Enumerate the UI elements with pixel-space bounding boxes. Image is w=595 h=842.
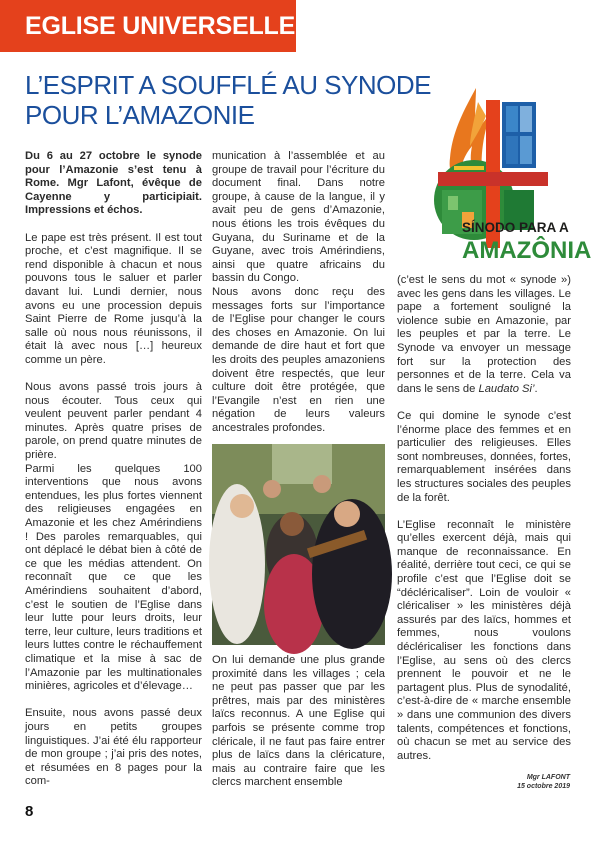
article-column-1 bbox=[25, 150, 202, 803]
article-paragraph: Nous avons donc reçu des messages forts sur l’importance de l’Eglise pour changer le cours des choses en Amazonie. On lui demande de dire haut et fort que les droits des peuples amazoniens doivent être respectés, que leur culture doit être protégée, que l’Evangile n’est en rien une négation de leurs valeurs ancestrales profondes. bbox=[212, 285, 385, 434]
author-signature bbox=[517, 773, 570, 791]
article-lead: Du 6 au 27 octobre le synode pour l’Amazonie s’est tenu à Rome. Mgr Lafont, évêque de Cayenne y participiait. Impressions et échos. bbox=[25, 150, 202, 217]
logo-text-line2: AMAZÔNIA bbox=[462, 237, 592, 264]
article-paragraph: munication à l’assemblée et au groupe de travail pour l’écriture du document final. Dans notre groupe, à cause de la langue, il y avait peu de gens d’Amazonie, nous étions les trois évêques du Guyana, du Suriname et de la Guyane, avec trois Amérindiens, ainsi que quatre africains du bassin du Congo. bbox=[212, 150, 385, 285]
article-column-2 bbox=[212, 150, 385, 449]
article-paragraph: Ensuite, nous avons passé deux jours en petits groupes linguistiques. J’ai été élu rapporteur de mon groupe ; j’ai pris des notes, et résumées en 8 pages pour la com- bbox=[25, 707, 202, 788]
article-paragraph: (c’est le sens du mot « synode ») avec les gens dans les villages. Le pape a fortement souligné la violence subie en Amazonie, par les peuples et par la terre. Le Synode va envoyer un message fort sur la protection des personnes et de la terre. Cela va dans le sens de Laudato Si’. bbox=[397, 274, 571, 395]
article-paragraph: On lui demande une plus grande proximité dans les villages ; cela ne peut pas passer que par les prêtres, mais par des ministères laïcs reconnus. A une Eglise qui parfois se présente comme trop cléricale, il ne faut pas faire entrer plus de laïcs dans la cléricature, mais au contraire faire que les clercs marchent ensemble bbox=[212, 654, 385, 789]
article-column-2-bottom bbox=[212, 654, 385, 804]
article-column-3 bbox=[397, 274, 571, 777]
page-number: 8 bbox=[25, 803, 34, 820]
article-paragraph: Le pape est très présent. Il est tout proche, et c’est magnifique. Il se rend disponible à chacun et nous pouvons tous le saluer et parler davant lui. Lundi dernier, nous avons eu une procession depuis Saint Pierre de Rome jusqu’à la salle où nous nous réunissons, il était là avec nous […] heureux comme un père. bbox=[25, 231, 202, 366]
signature-date: 15 octobre 2019 bbox=[517, 783, 570, 790]
article-paragraph: Ce qui domine le synode c’est l’énorme place des femmes et en particulier des religieuses. Elles sont nombreuses, données, fortes, remarquablement insérées dans les structures sociales des peuples de la forêt. bbox=[397, 409, 571, 504]
synod-photo bbox=[212, 444, 385, 645]
article-title-line2: POUR L’AMAZONIE bbox=[25, 100, 255, 130]
article-title-line1: L’ESPRIT A SOUFFLÉ AU SYNODE bbox=[25, 70, 431, 100]
synod-logo bbox=[414, 80, 592, 268]
article-paragraph: Parmi les quelques 100 interventions que nous avons entendues, les plus fortes viennent des religieuses engagées en Amazonie et les chez Amérindiens ! Des paroles remarquables, qui ont déplacé le débat bien à côté de ce que les médias attendent. On reconnaît que ce que les Amérindiens souhaitent d’abord, c’est le soutien de l’Eglise dans leur lutte pour leurs droits, leur terre, leur culture, leurs traditions et leurs luttes contre le réchauffement climatique et la mise à sac de l’Amazonie par les multinationales minières, agricoles et d’élevage… bbox=[25, 462, 202, 693]
encyclical-title: Laudato Si’ bbox=[478, 382, 535, 395]
article-paragraph: Nous avons passé trois jours à nous écouter. Tous ceux qui veulent peuvent parler pendant 4 minutes. Après quatre prises de parole, on prend quatre minutes de prière. bbox=[25, 381, 202, 462]
logo-text-line1: SÍNODO PARA A bbox=[462, 220, 569, 235]
author-name: Mgr LAFONT bbox=[526, 774, 570, 781]
article-paragraph: L’Eglise reconnaît le ministère qu’elles exercent déjà, mais qui manque de reconnaissance. En réalité, derrière tout ceci, ce qui se profile c’est que l’Eglise doit se “décléricaliser”. Loin de vouloir « cléricaliser » les ministères déjà assurés par des laïcs, hommes et femmes, nous voulons décléricaliser les fonctions dans l’Eglise, au sens où des clercs prennent le pouvoir et ne le partagent plus. Plus de synodalité, c’est-à-dire de « marche ensemble » dans une communion des divers talents, compétences et fonctions, où chacun se met au service des autres. bbox=[397, 518, 571, 762]
section-banner: EGLISE UNIVERSELLE bbox=[0, 0, 296, 52]
